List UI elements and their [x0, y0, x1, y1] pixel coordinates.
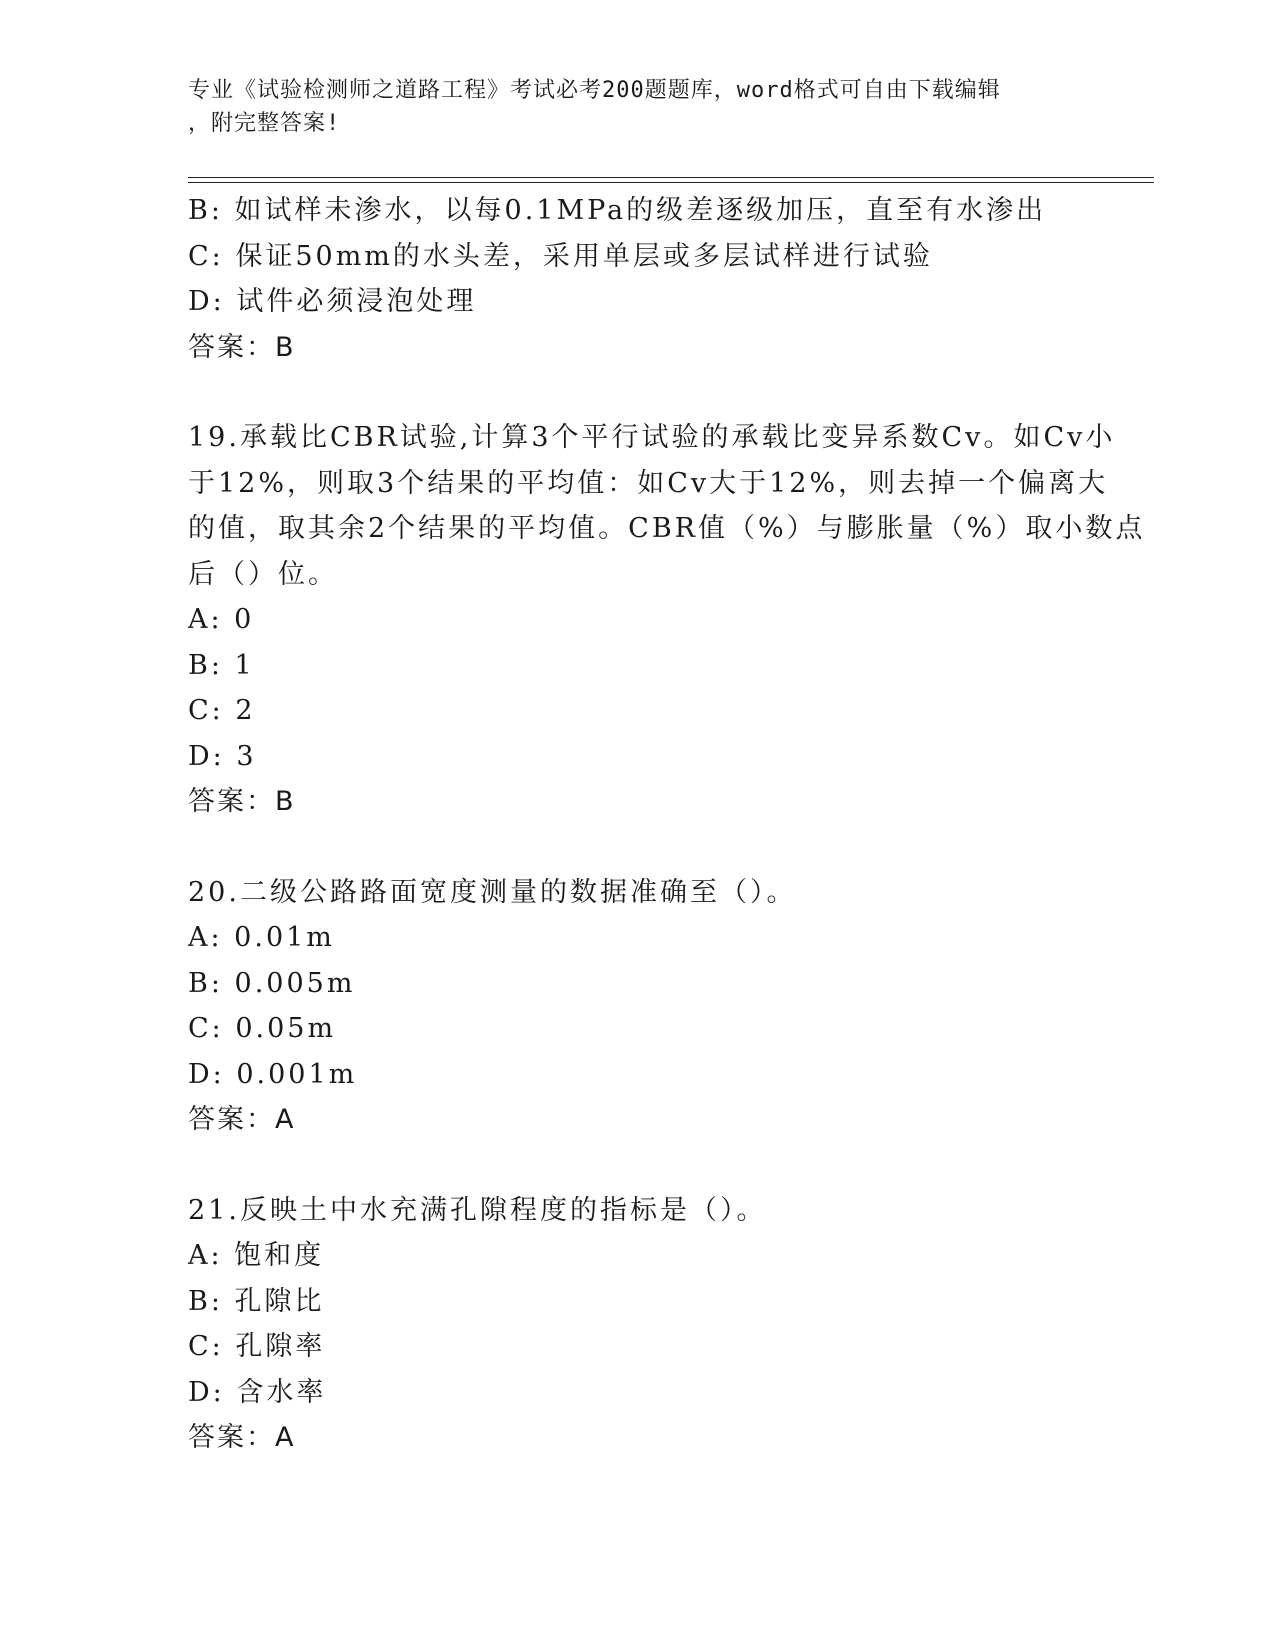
question-18-continued: [188, 188, 1088, 370]
question-stem-line: 后（）位。: [188, 558, 338, 590]
option-b: B: 如试样未渗水，以每0.1MPa的级差逐级加压，直至有水渗出: [188, 195, 1047, 226]
option-b: B: 0.005m: [188, 967, 356, 999]
option-d: D: 试件必须浸泡处理: [188, 286, 477, 317]
option-d: D: 含水率: [188, 1376, 327, 1408]
header-divider-bottom: [188, 182, 1154, 183]
answer-label: 答案：B: [188, 786, 296, 817]
question-stem-line: 20.二级公路路面宽度测量的数据准确至（）。: [188, 876, 797, 908]
answer-label: 答案：A: [188, 1422, 296, 1453]
question-21: [188, 1188, 1088, 1461]
header-title-line1: 专业《试验检测师之道路工程》考试必考200题题库，word格式可自由下载编辑: [188, 78, 1001, 103]
header-title-line2: ，附完整答案!: [188, 111, 341, 136]
option-b: B: 孔隙比: [188, 1285, 325, 1317]
option-a: A: 饱和度: [188, 1240, 325, 1271]
option-c: C: 2: [188, 695, 256, 726]
option-a: A: 0.01m: [188, 922, 335, 953]
spacer: [188, 1143, 1088, 1188]
header-divider-top: [188, 177, 1154, 178]
option-c: C: 孔隙率: [188, 1331, 326, 1362]
option-c: C: 0.05m: [188, 1013, 337, 1044]
question-stem-line: 于12%，则取3个结果的平均值：如Cv大于12%，则去掉一个偏离大: [188, 467, 1109, 499]
option-d: D: 3: [188, 740, 257, 772]
answer-label: 答案：B: [188, 331, 296, 363]
answer-label: 答案：A: [188, 1104, 296, 1135]
spacer: [188, 825, 1088, 870]
spacer: [188, 370, 1088, 415]
option-b: B: 1: [188, 649, 255, 681]
question-stem-line: 19.承载比CBR试验,计算3个平行试验的承载比变异系数Cv。如Cv小: [188, 422, 1116, 453]
question-content: [188, 188, 1146, 1461]
question-19: [188, 415, 1146, 825]
option-c: C: 保证50mm的水头差，采用单层或多层试样进行试验: [188, 240, 933, 272]
question-stem-line: 21.反映土中水充满孔隙程度的指标是（）。: [188, 1194, 767, 1226]
option-a: A: 0: [188, 604, 255, 635]
question-stem-line: 的值，取其余2个结果的平均值。CBR值（%）与膨胀量（%）取小数点: [188, 513, 1146, 544]
option-d: D: 0.001m: [188, 1058, 358, 1090]
document-header: [188, 74, 1078, 140]
question-20: [188, 870, 1088, 1143]
